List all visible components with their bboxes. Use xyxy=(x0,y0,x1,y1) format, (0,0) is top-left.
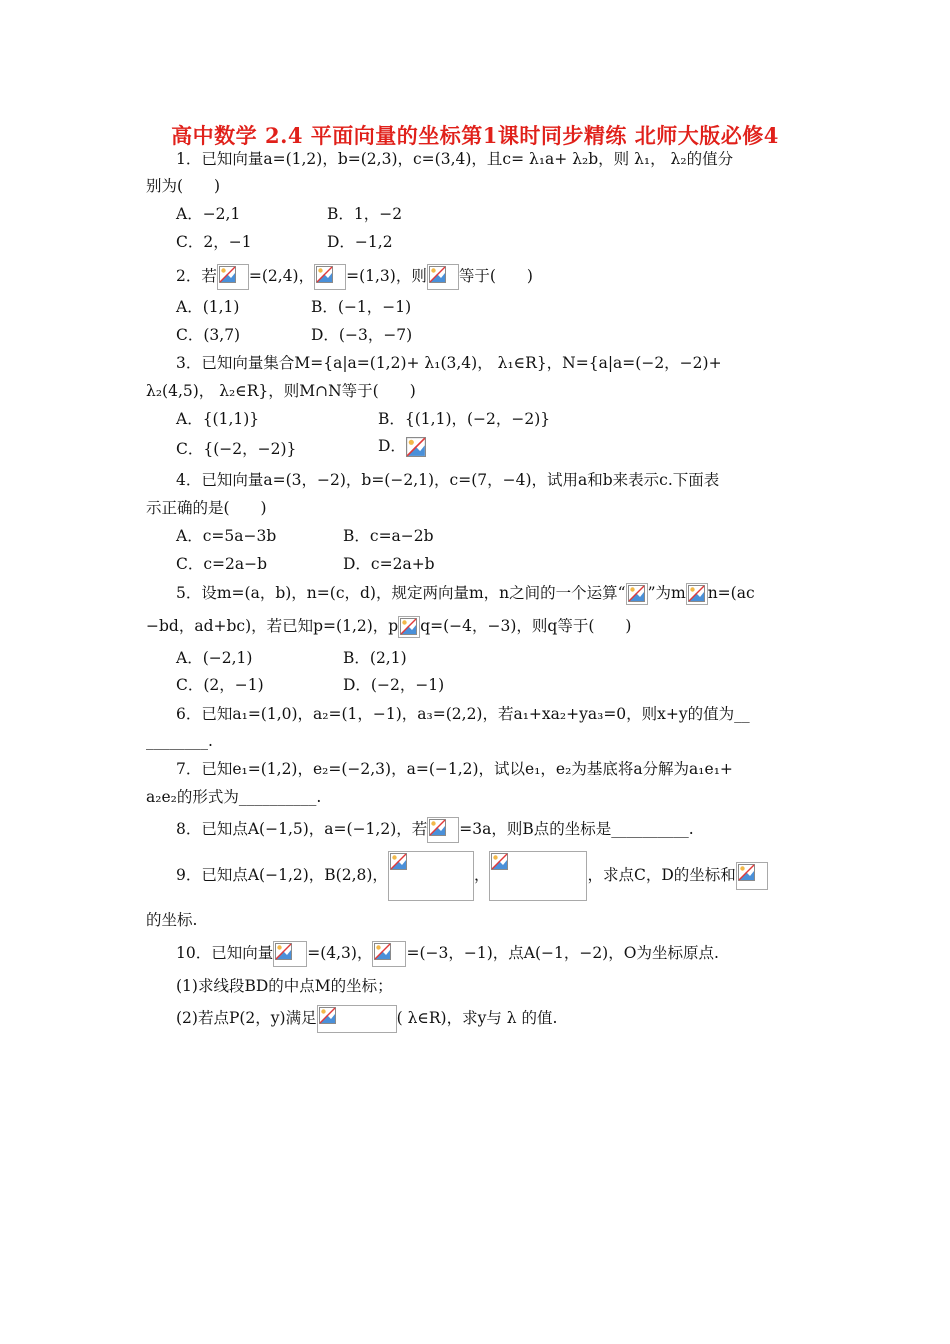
broken-image-icon xyxy=(219,266,236,283)
q4-option-d: D．c=2a+b xyxy=(343,555,435,573)
empty-set-image xyxy=(406,437,426,457)
q4-option-c: C．c=2a−b xyxy=(176,555,268,573)
question-5-line-1: 5．设m=(a，b)，n=(c，d)，规定两向量m，n之间的一个运算“ ”为m n=(ac xyxy=(176,583,755,605)
operation-symbol-image xyxy=(398,616,420,638)
broken-image-icon xyxy=(429,266,446,283)
vector-cd-image xyxy=(736,862,768,890)
q5-option-a: A．(−2,1) xyxy=(176,649,253,667)
question-7-text: 7．已知e₁=(1,2)，e₂=(−2,3)，a=(−1,2)，试以e₁，e₂为基底将a分解为a₁e₁+ xyxy=(176,760,733,778)
question-1-text-cont: 别为( ) xyxy=(146,177,221,195)
broken-image-icon xyxy=(319,1007,336,1024)
question-1-text: 1．已知向量a=(1,2)，b=(2,3)，c=(3,4)，且c= λ₁a+ λ₂b，则 λ₁， λ₂的值分 xyxy=(176,150,734,168)
vector-ac-image xyxy=(314,264,346,290)
operation-symbol-image xyxy=(686,583,708,605)
broken-image-icon xyxy=(688,585,705,602)
broken-image-icon xyxy=(406,437,426,457)
q2-option-d: D．(−3，−7) xyxy=(311,326,413,344)
question-10-part-2: (2)若点P(2，y)满足 ( λ∈R)，求y与 λ 的值. xyxy=(176,1005,557,1033)
vector-ab-image xyxy=(427,817,459,843)
q3-option-d: D． xyxy=(378,436,426,457)
question-10: 10．已知向量 =(4,3)， =(−3，−1)，点A(−1，−2)，O为坐标原点. xyxy=(176,941,719,967)
q1-option-b: B．1，−2 xyxy=(327,205,403,223)
broken-image-icon xyxy=(390,853,407,870)
broken-image-icon xyxy=(628,585,645,602)
question-4-text: 4．已知向量a=(3，−2)，b=(−2,1)，c=(7，−4)，试用a和b来表示c.下面表 xyxy=(176,471,720,489)
q1-option-a: A．−2,1 xyxy=(176,205,241,223)
q2-option-c: C．(3,7) xyxy=(176,326,241,344)
operation-symbol-image xyxy=(626,583,648,605)
broken-image-icon xyxy=(275,943,292,960)
question-7-text-cont: a₂e₂的形式为__________. xyxy=(146,788,322,806)
question-3-text: 3．已知向量集合M={a|a=(1,2)+ λ₁(3,4)， λ₁∈R}，N={a|a=(−2，−2)+ xyxy=(176,354,722,372)
vector-ab-image xyxy=(217,264,249,290)
q1-option-d: D．−1,2 xyxy=(327,233,393,251)
question-2 xyxy=(176,264,533,290)
broken-image-icon xyxy=(374,943,391,960)
question-5-line-2: −bd，ad+bc)，若已知p=(1,2)，p q=(−4，−3)，则q等于( ) xyxy=(146,616,631,638)
broken-image-icon xyxy=(738,864,755,881)
question-9-text-cont: 的坐标. xyxy=(146,911,198,929)
q2-option-a: A．(1,1) xyxy=(176,298,240,316)
q5-option-d: D．(−2，−1) xyxy=(343,676,445,694)
q3-option-a: A．{(1,1)} xyxy=(176,410,260,428)
q2-option-b: B．(−1，−1) xyxy=(311,298,412,316)
question-8: 8．已知点A(−1,5)，a=(−1,2)，若 =3a，则B点的坐标是__________. xyxy=(176,817,694,843)
question-10-part-1: (1)求线段BD的中点M的坐标； xyxy=(176,977,393,995)
q4-option-a: A．c=5a−3b xyxy=(176,527,277,545)
vector-da-formula-image xyxy=(489,851,587,901)
question-4-text-cont: 示正确的是( ) xyxy=(146,499,267,517)
q2-text-2: =(2,4)， xyxy=(248,267,315,285)
broken-image-icon xyxy=(400,618,417,635)
vector-relation-image xyxy=(317,1005,397,1033)
q3-option-b: B．{(1,1)，(−2，−2)} xyxy=(378,410,551,428)
question-6-text: 6．已知a₁=(1,0)，a₂=(1，−1)，a₃=(2,2)，若a₁+xa₂+ya₃=0，则x+y的值为__ xyxy=(176,705,750,723)
question-3-text-cont: λ₂(4,5)， λ₂∈R}，则M∩N等于( ) xyxy=(146,382,416,400)
broken-image-icon xyxy=(429,819,446,836)
broken-image-icon xyxy=(316,266,333,283)
q5-option-c: C．(2，−1) xyxy=(176,676,264,694)
vector-ac-formula-image xyxy=(388,851,474,901)
vector-bc-image xyxy=(427,264,459,290)
q2-text-4: 等于( ) xyxy=(458,267,533,285)
q2-text-1: 2．若 xyxy=(176,267,217,285)
q5-option-b: B．(2,1) xyxy=(343,649,407,667)
q1-option-c: C．2，−1 xyxy=(176,233,252,251)
q4-option-b: B．c=a−2b xyxy=(343,527,434,545)
document-title: 高中数学 2.4 平面向量的坐标第1课时同步精练 北师大版必修4 xyxy=(171,123,779,148)
vector-bc-image xyxy=(372,941,406,967)
broken-image-icon xyxy=(491,853,508,870)
vector-ab-image xyxy=(273,941,307,967)
q2-text-3: =(1,3)，则 xyxy=(346,267,427,285)
q3-option-c: C．{(−2，−2)} xyxy=(176,440,297,458)
question-6-text-cont: ________. xyxy=(146,732,213,750)
question-9: 9．已知点A(−1,2)，B(2,8)， ， ，求点C，D的坐标和 xyxy=(176,851,768,901)
